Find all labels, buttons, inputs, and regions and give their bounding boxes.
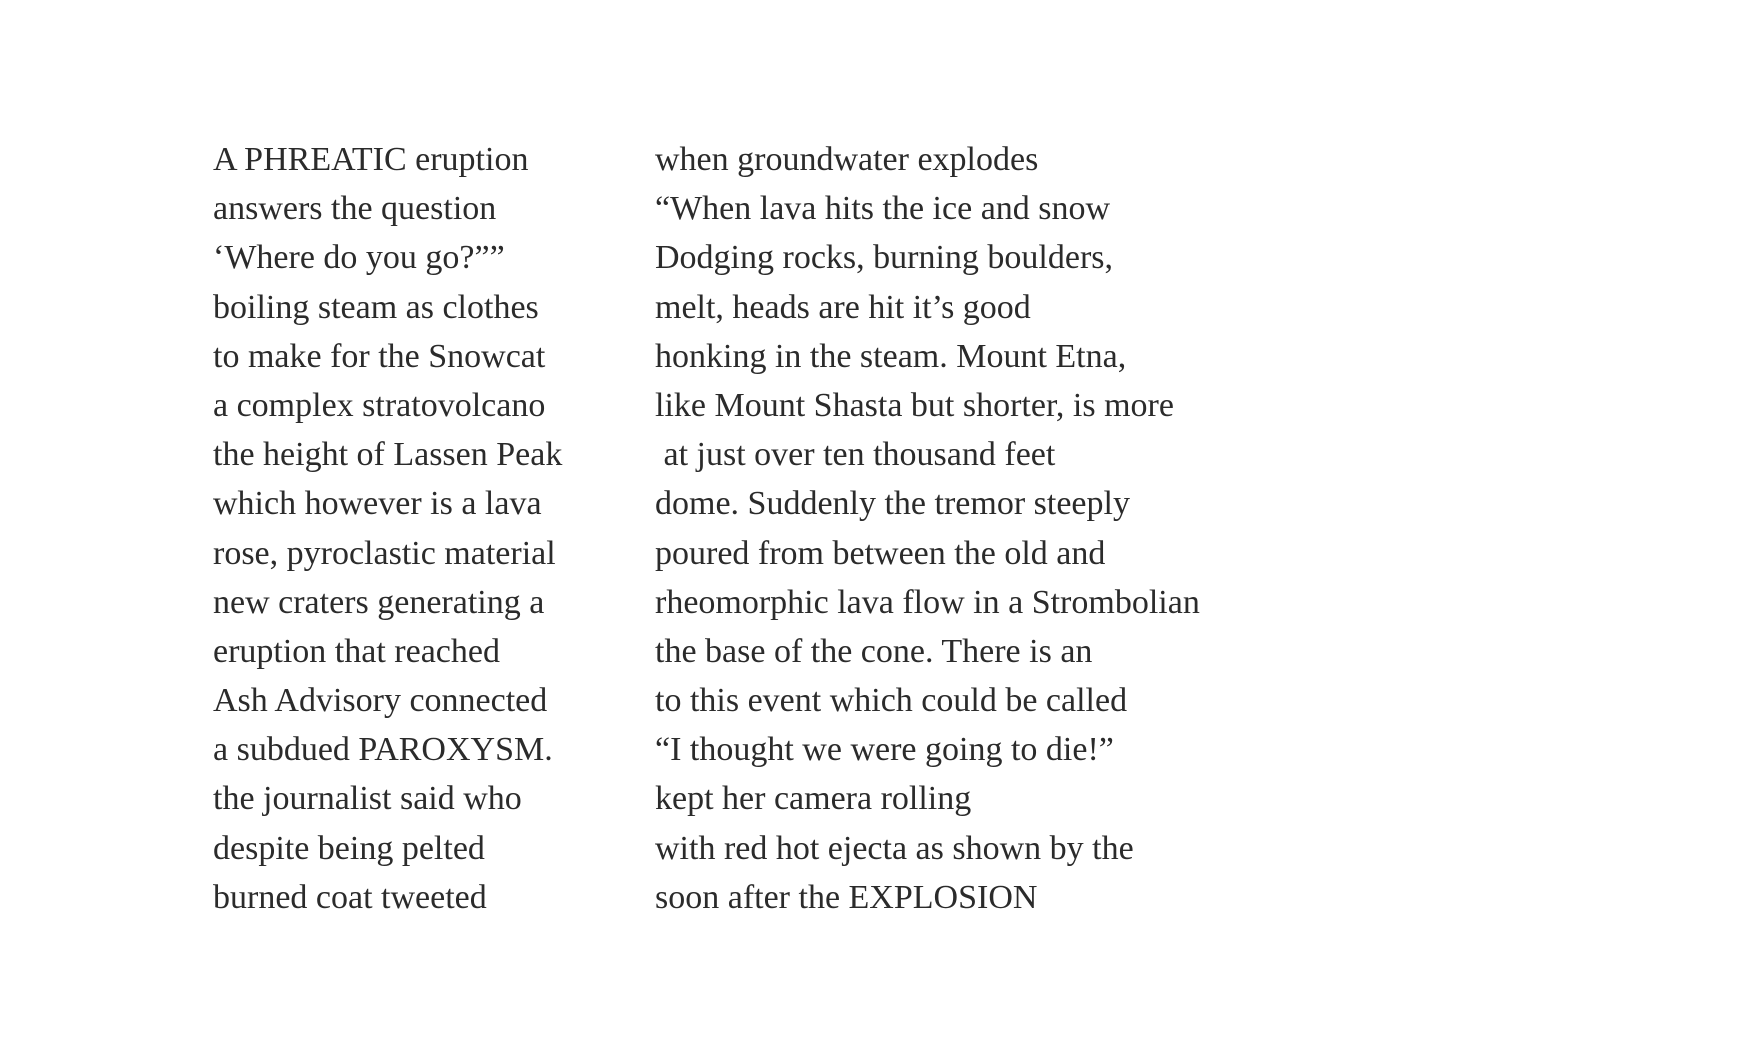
poem-line: the journalist said who: [213, 780, 522, 818]
poem-line: to this event which could be called: [655, 682, 1128, 720]
left-column: [213, 135, 655, 922]
right-column: [655, 135, 1295, 922]
poem-line: a subdued PAROXYSM.: [213, 731, 553, 769]
poem-line: “When lava hits the ice and snow: [655, 190, 1111, 228]
poem-line: ‘Where do you go?””: [213, 239, 505, 277]
poem-line: kept her camera rolling: [655, 780, 972, 818]
poem-line: eruption that reached: [213, 632, 500, 670]
poem-line: burned coat tweeted: [213, 878, 487, 916]
poem-line: soon after the EXPLOSION: [655, 878, 1038, 916]
poem-line: dome. Suddenly the tremor steeply: [655, 485, 1130, 523]
poem-line: the height of Lassen Peak: [213, 436, 563, 474]
poem-line: new craters generating a: [213, 583, 545, 621]
poem-text: [213, 135, 1295, 922]
poem-line: at just over ten thousand feet: [655, 436, 1056, 474]
poem-line: a complex stratovolcano: [213, 386, 546, 424]
poem-line: despite being pelted: [213, 829, 485, 867]
poem-line: with red hot ejecta as shown by the: [655, 829, 1134, 867]
poem-line: Ash Advisory connected: [213, 682, 548, 720]
poem-line: like Mount Shasta but shorter, is more: [655, 386, 1174, 424]
poem-line: honking in the steam. Mount Etna,: [655, 337, 1127, 375]
poem-line: poured from between the old and: [655, 534, 1106, 572]
poem-line: melt, heads are hit it’s good: [655, 288, 1031, 326]
poem-line: rose, pyroclastic material: [213, 534, 556, 572]
poem-line: rheomorphic lava flow in a Strombolian: [655, 583, 1200, 621]
poem-line: A PHREATIC eruption: [213, 141, 529, 178]
poem-line: answers the question: [213, 190, 497, 228]
poem-line: when groundwater explodes: [655, 141, 1039, 178]
poem-line: boiling steam as clothes: [213, 288, 539, 326]
poem-line: “I thought we were going to die!”: [655, 731, 1114, 769]
poem-line: which however is a lava: [213, 485, 542, 523]
poem-line: the base of the cone. There is an: [655, 632, 1093, 670]
poem-line: Dodging rocks, burning boulders,: [655, 239, 1114, 277]
poem-line: to make for the Snowcat: [213, 337, 546, 375]
